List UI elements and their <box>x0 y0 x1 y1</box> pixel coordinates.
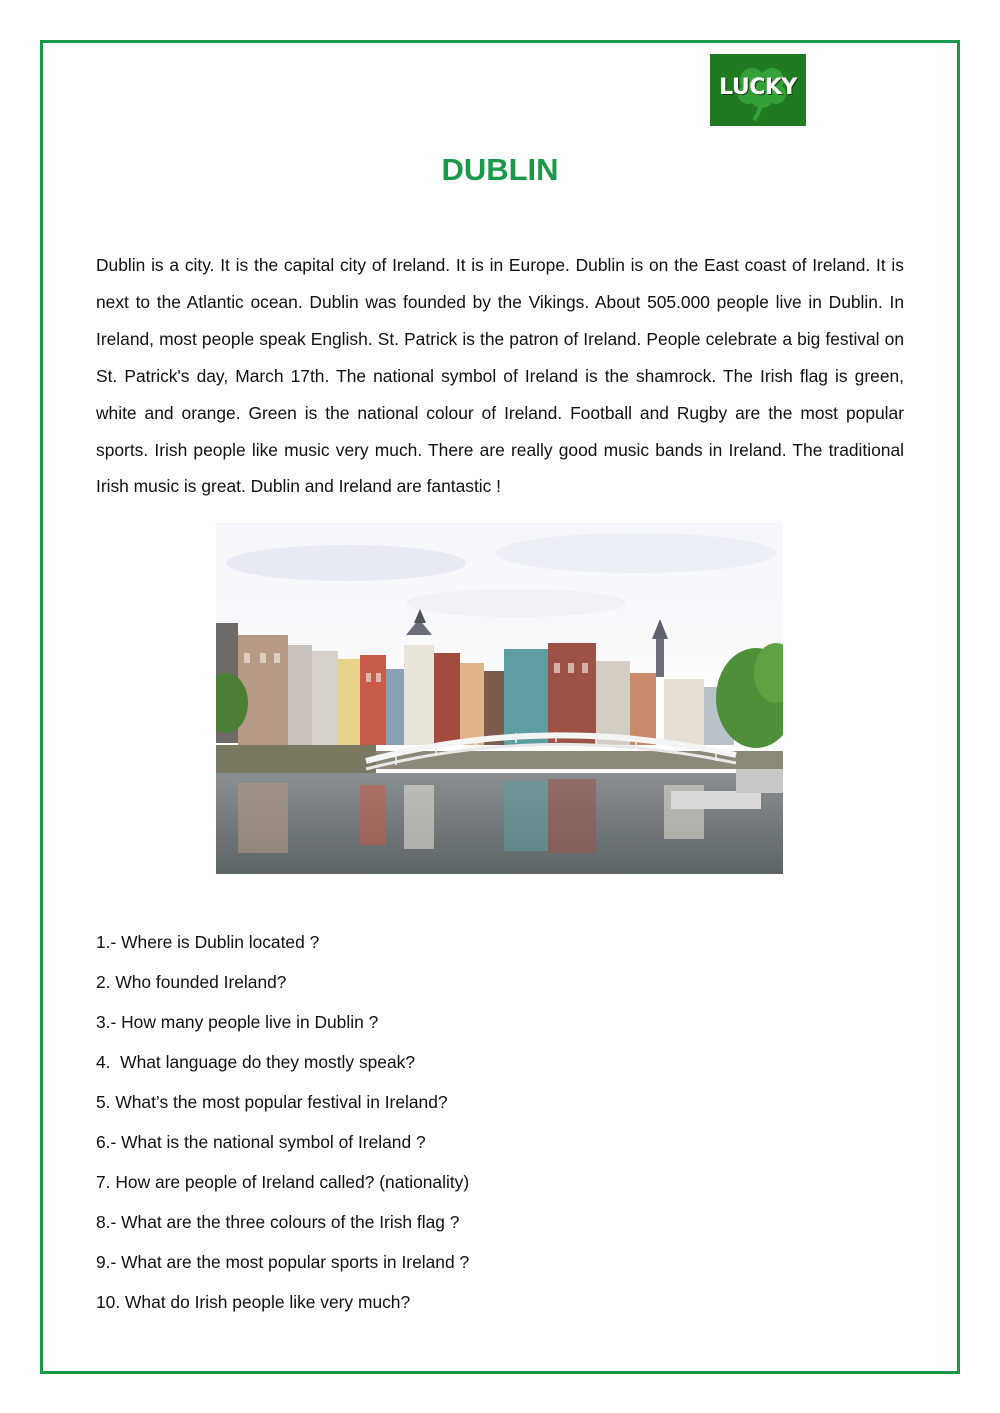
question-item: 8.- What are the three colours of the Irish flag ? <box>96 1212 460 1232</box>
page-title: DUBLIN <box>441 152 559 187</box>
lucky-word: LUCKY <box>719 75 797 100</box>
reading-paragraph: Dublin is a city. It is the capital city of Ireland. It is in Europe. Dublin is on the East coast of Ireland. It is next to the Atlantic ocean. Dublin was founded by the Vikings. About 505.000 people live in Dublin. In Ireland, most people speak English. St. Patrick is the patron of Ireland. People celebrate a big festival on St. Patrick's day, March 17th. The national symbol of Ireland is the shamrock. The Irish flag is green, white and orange. Green is the national colour of Ireland. Football and Rugby are the most popular sports. Irish people like music very much. There are really good music bands in Ireland. The traditional Irish music is great. Dublin and Ireland are fantastic ! <box>96 255 904 497</box>
question-item: 4. What language do they mostly speak? <box>96 1052 416 1072</box>
question-list <box>96 922 469 1322</box>
question-item: 5. What’s the most popular festival in Ireland? <box>96 1092 448 1112</box>
question-item: 1.- Where is Dublin located ? <box>96 932 320 952</box>
lucky-badge <box>710 54 806 126</box>
question-item: 3.- How many people live in Dublin ? <box>96 1012 379 1032</box>
dublin-river-bridge-photo <box>216 523 783 874</box>
question-item: 9.- What are the most popular sports in Ireland ? <box>96 1252 470 1272</box>
question-item: 6.- What is the national symbol of Ireland ? <box>96 1132 426 1152</box>
question-item: 7. How are people of Ireland called? (nationality) <box>96 1172 470 1192</box>
question-item: 10. What do Irish people like very much? <box>96 1292 411 1312</box>
question-item: 2. Who founded Ireland? <box>96 972 287 992</box>
